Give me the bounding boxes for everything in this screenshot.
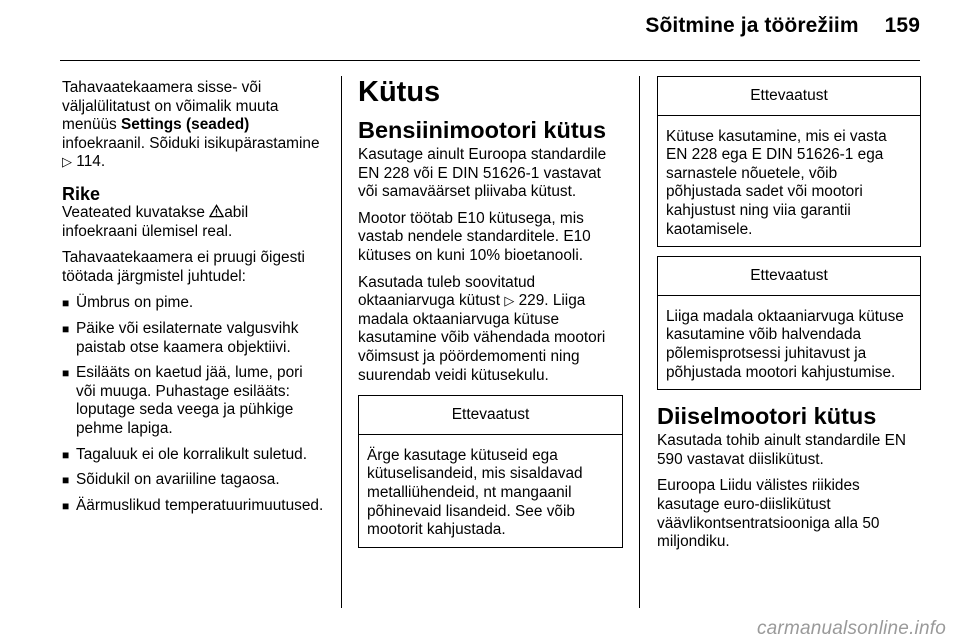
caution-box-2	[657, 256, 921, 390]
petrol-paragraph-3	[358, 274, 623, 386]
column-middle	[358, 76, 623, 548]
petrol-paragraph-1: Kasutage ainult Euroopa standardile EN 228 või E DIN 51626-1 vastavat või samaväärset pliivaba kütust.	[358, 146, 607, 201]
rike-paragraph	[62, 204, 324, 241]
rike-heading: Rike	[62, 183, 101, 204]
page-reference-arrow-icon: ▷	[62, 154, 72, 170]
page-reference[interactable]: 114.	[76, 153, 106, 171]
list-intro: Tahavaatekaamera ei pruugi õigesti töötada järgmistel juhtudel:	[62, 249, 305, 285]
petrol-paragraph-2: Mootor töötab E10 kütusega, mis vastab nendele standarditele. E10 kütuses on kuni 10% bioetanooli.	[358, 209, 591, 264]
caution-box-1	[657, 76, 921, 247]
caution-box	[358, 395, 623, 548]
intro-text: Tahavaatekaamera sisse- või väljalülitatust on võimalik muuta menüüs	[62, 79, 279, 134]
rike-text: Veateated kuvatakse	[62, 203, 210, 221]
camera-toggle-paragraph	[62, 79, 324, 172]
list-item: ■ Tagaluuk ei ole korralikult suletud.	[62, 446, 324, 465]
page-header	[645, 14, 920, 38]
column-divider-right	[639, 76, 640, 608]
column-divider-left	[341, 76, 342, 608]
column-left	[62, 79, 324, 522]
warning-triangle-icon	[209, 204, 224, 218]
page-number: 159	[884, 14, 920, 37]
fuel-title: Kütus	[358, 76, 441, 108]
page-reference-arrow-icon: ▷	[504, 293, 515, 309]
intro-text-2: infoekraanil. Sõiduki isikupärastamine	[62, 134, 320, 152]
caution-body: Ärge kasutage kütuseid ega kütuselisandeid, mis sisaldavad metalliühendeid, nt mangaanil põhinevaid lisandeid. See võib mootorit kahjustada.	[367, 446, 583, 539]
caution-body: Kütuse kasutamine, mis ei vasta EN 228 ega E DIN 51626-1 ega sarnastele nõuetele, võib põhjustada sadet või mootori kahjustust ning viia garantii kaotamisele.	[666, 127, 887, 238]
list-item: ■ Ümbrus on pime.	[62, 294, 324, 313]
octane-text: Kasutada tuleb soovitatud oktaaniarvuga kütust	[358, 273, 536, 310]
caution-body: Liiga madala oktaaniarvuga kütuse kasutamine võib halvendada põlemisprotsessi juhitavust ja põhjustada mootori kahjustumise.	[666, 307, 904, 381]
watermark: carmanualsonline.info	[756, 618, 946, 639]
caution-title: Ettevaatust	[658, 257, 920, 296]
diesel-paragraph-2: Euroopa Liidu välistes riikides kasutage euro-diislikütust väävlikontsentratsiooniga alla 50 miljondiku.	[657, 477, 880, 551]
column-right	[657, 76, 921, 560]
petrol-fuel-heading: Bensiinimootori kütus	[358, 117, 607, 143]
settings-menu-label: Settings (seaded)	[121, 116, 250, 134]
list-item: ■ Päike või esilaternate valgusvihk paistab otse kaamera objektiivi.	[62, 320, 324, 357]
diesel-fuel-heading: Diiselmootori kütus	[657, 403, 877, 430]
section-title: Sõitmine ja töörežiim	[645, 14, 859, 37]
caution-title: Ettevaatust	[658, 77, 920, 116]
diesel-paragraph-1: Kasutada tohib ainult standardile EN 590 vastavat diislikütust.	[657, 432, 906, 468]
list-item: ■ Äärmuslikud temperatuurimuutused.	[62, 497, 324, 516]
list-item: ■ Esilääts on kaetud jää, lume, pori või muuga. Puhastage esilääts: loputage seda veega ja pühkige pehme lapiga.	[62, 364, 324, 438]
header-rule	[60, 60, 920, 61]
caution-title: Ettevaatust	[359, 396, 622, 435]
rike-text-2: abil infoekraani ülemisel real.	[62, 203, 249, 240]
list-item: ■ Sõidukil on avariiline tagaosa.	[62, 471, 324, 490]
condition-list	[62, 294, 324, 515]
octane-text-2: 229. Liiga madala oktaaniarvuga kütuse kasutamine võib vähendada mootori võimsust ja pöördemomenti ning suurendab veidi kütusekulu.	[358, 292, 606, 384]
